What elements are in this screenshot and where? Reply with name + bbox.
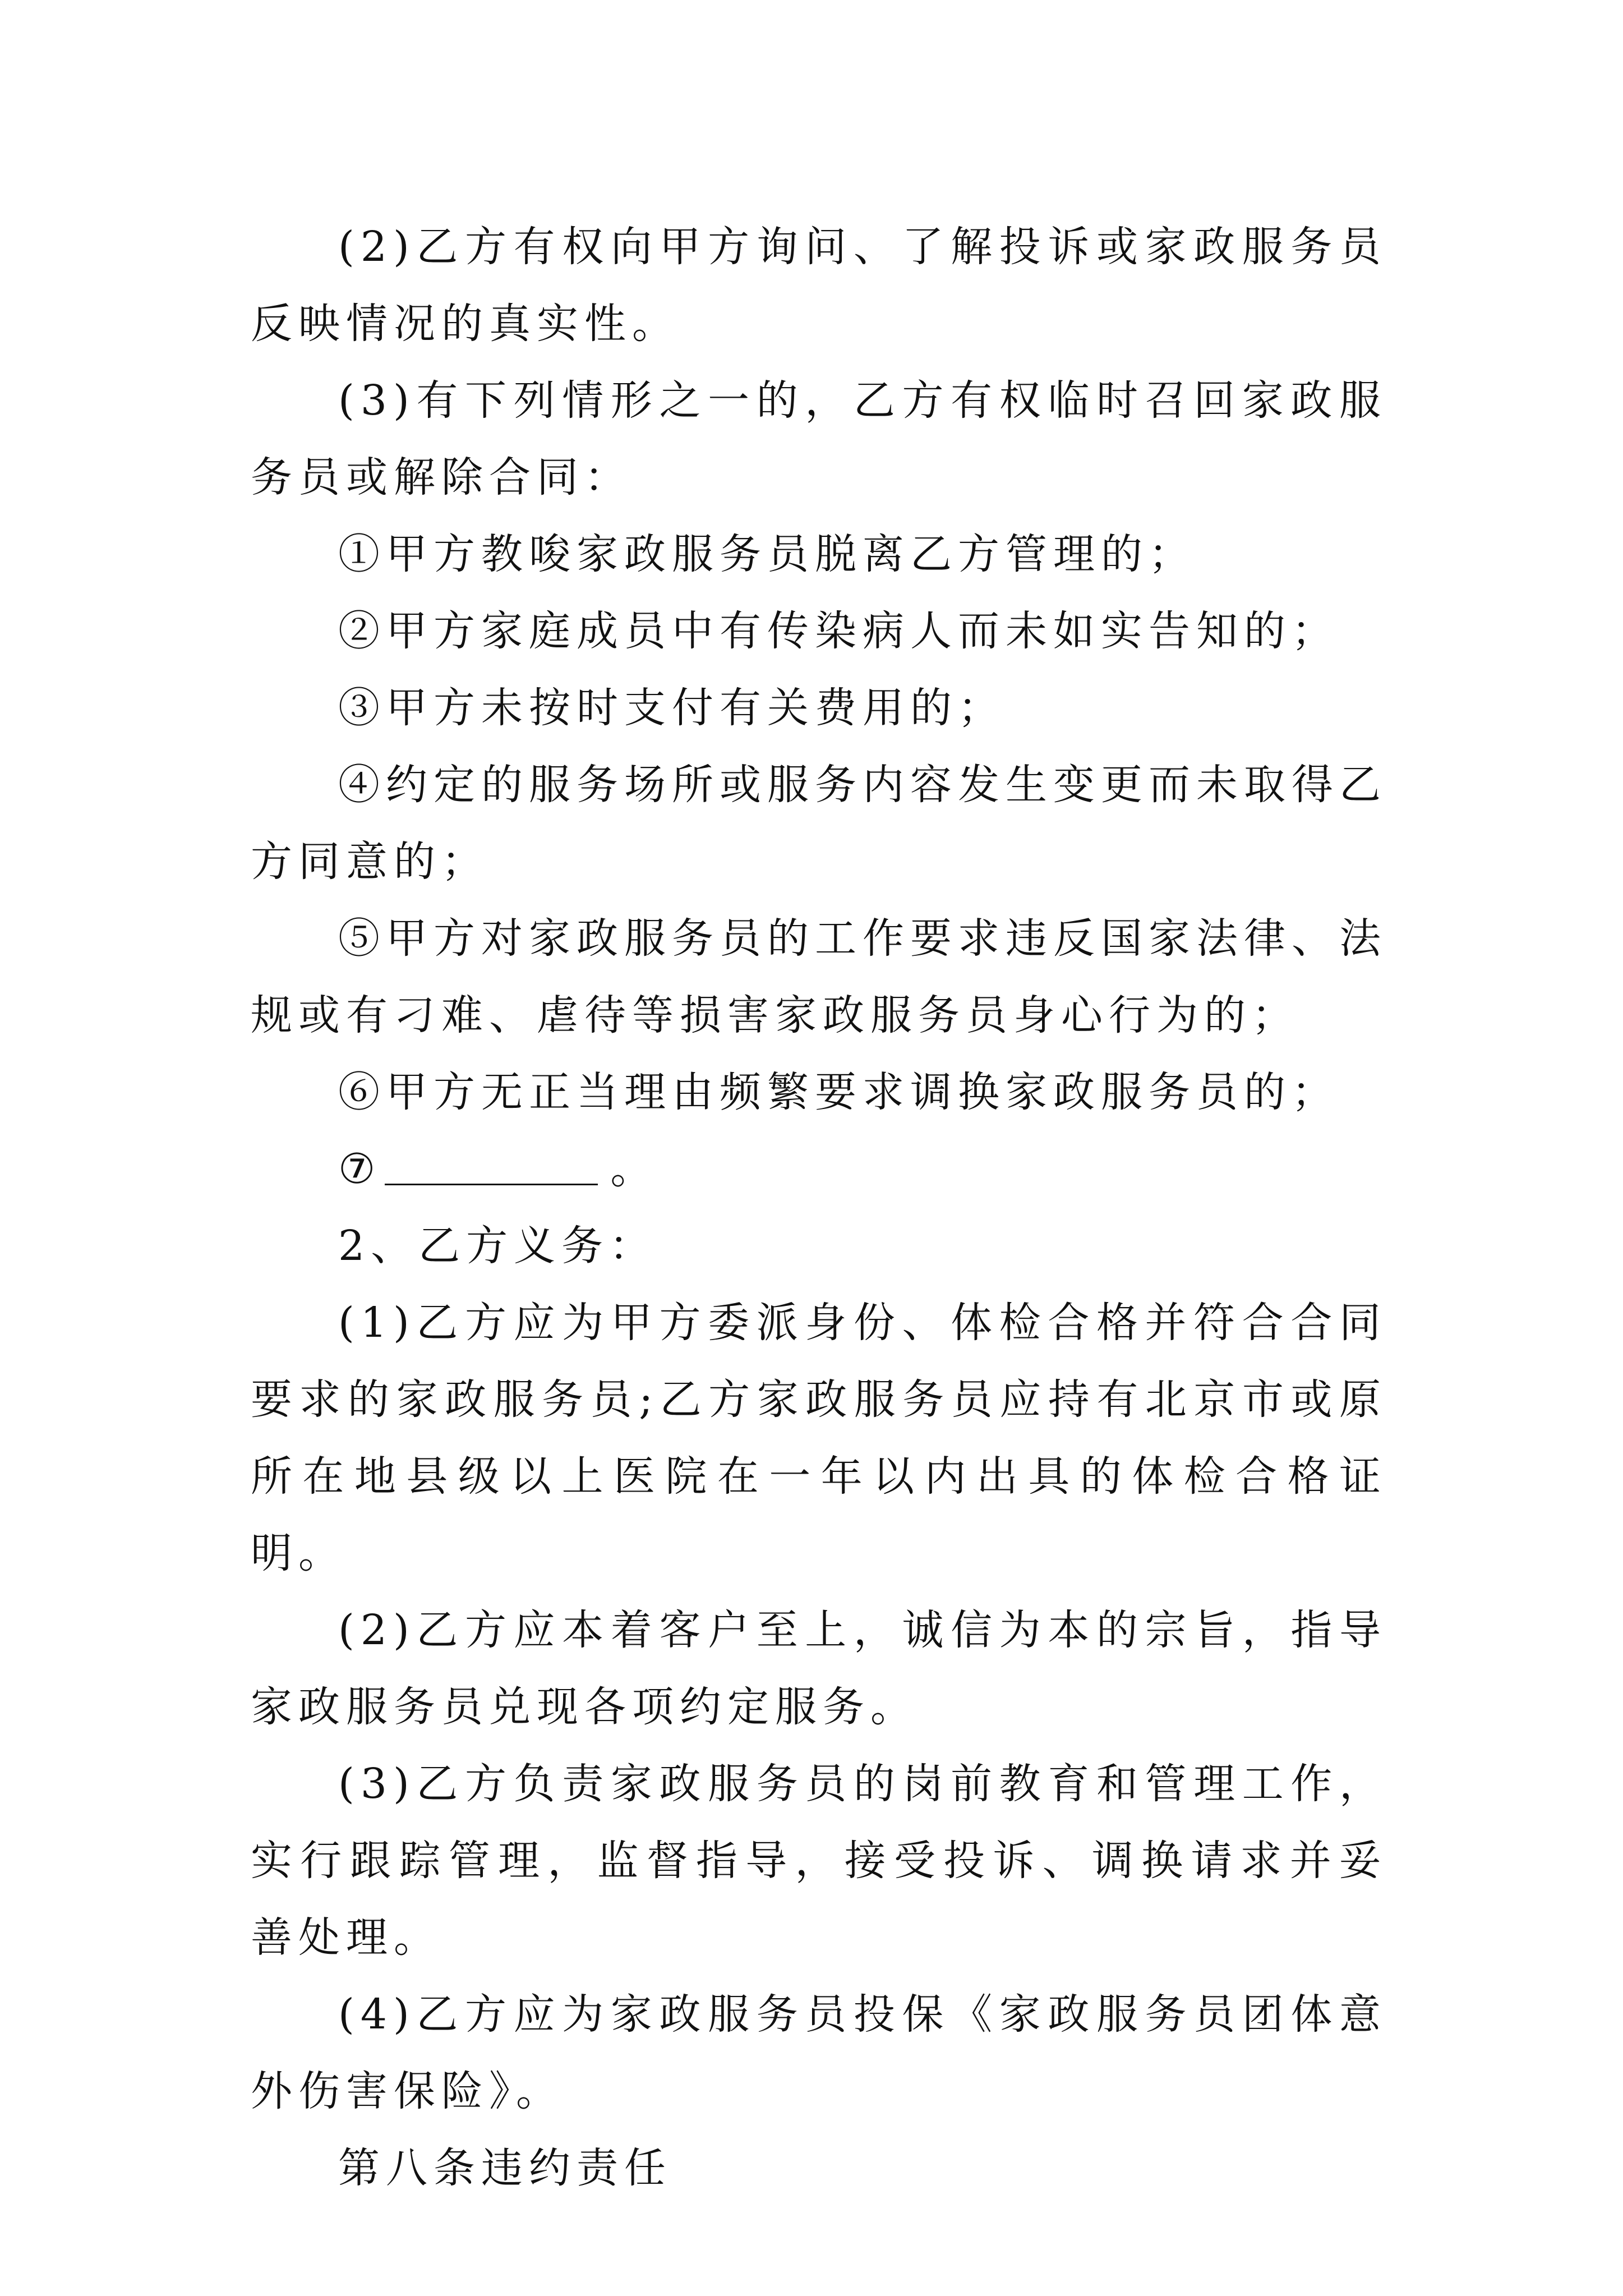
list-item-condition-7 [251,1131,1387,1208]
paragraph-duty-2: (2)乙方应本着客户至上，诚信为本的宗旨，指导家政服务员兑现各项约定服务。 [251,1606,1387,1731]
list-item-condition-2: ②甲方家庭成员中有传染病人而未如实告知的； [338,607,1339,655]
document-body [251,209,1387,2207]
list-item-condition-5: ⑤甲方对家政服务员的工作要求违反国家法律、法规或有刁难、虐待等损害家政服务员身心行为的； [251,914,1387,1039]
paragraph-duty-4: (4)乙方应为家政服务员投保《家政服务员团体意外伤害保险》。 [251,1990,1387,2115]
blank-item-prefix: ⑦ [338,1145,382,1193]
paragraph-recall-conditions: (3)有下列情形之一的，乙方有权临时召回家政服务员或解除合同： [251,376,1387,501]
list-item-condition-4: ④约定的服务场所或服务内容发生变更而未取得乙方同意的； [251,761,1387,886]
article-heading-liability: 第八条违约责任 [338,2144,672,2192]
paragraph-duty-1: (1)乙方应为甲方委派身份、体检合格并符合合同要求的家政服务员;乙方家政服务员应持有北京市或原所在地县级以上医院在一年以内出具的体检合格证明。 [251,1299,1387,1577]
list-item-condition-3: ③甲方未按时支付有关费用的； [338,684,1006,732]
list-item-condition-1: ①甲方教唆家政服务员脱离乙方管理的； [338,530,1196,578]
fill-in-blank-line[interactable] [385,1150,598,1185]
blank-item-suffix: 。 [610,1145,658,1193]
paragraph-right-inquiry: (2)乙方有权向甲方询问、了解投诉或家政服务员反映情况的真实性。 [251,223,1387,348]
paragraph-duty-3: (3)乙方负责家政服务员的岗前教育和管理工作，实行跟踪管理，监督指导，接受投诉、调换请求并妥善处理。 [251,1760,1387,1962]
section-heading-party-b-duties: 2、乙方义务： [338,1222,657,1270]
list-item-condition-6: ⑥甲方无正当理由频繁要求调换家政服务员的； [338,1068,1339,1116]
